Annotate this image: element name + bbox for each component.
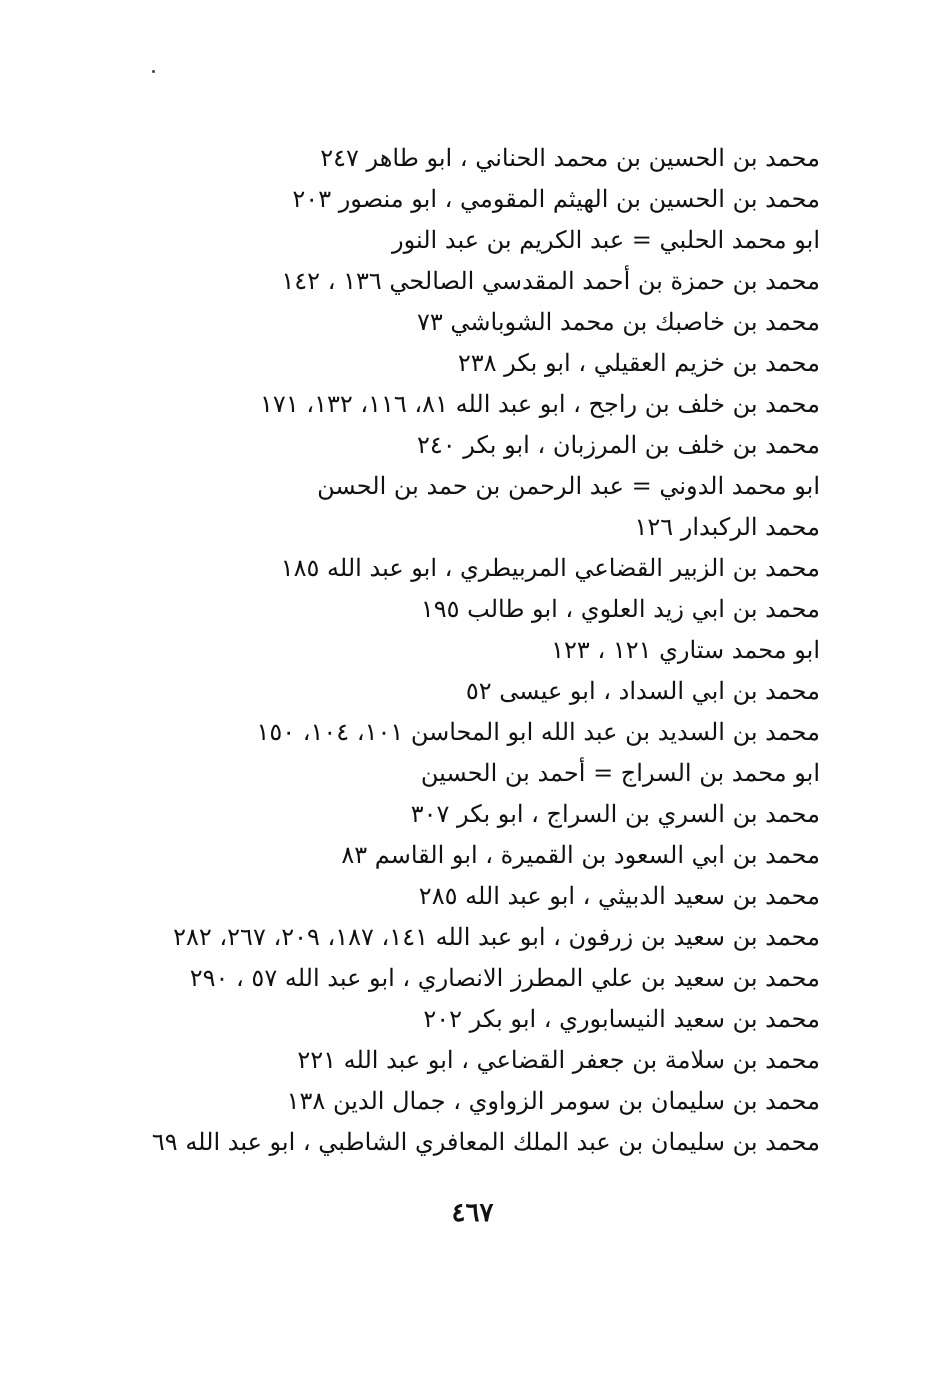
- index-entry: محمد الركبدار ١٢٦: [634, 513, 820, 541]
- index-entry-list: [150, 138, 820, 1163]
- index-entry: محمد بن السديد بن عبد الله ابو المحاسن ١٠١، ١٠٤، ١٥٠: [256, 718, 820, 746]
- index-entry: ابو محمد ستاري ١٢١ ، ١٢٣: [551, 636, 820, 664]
- index-entry: محمد بن سعيد النيسابوري ، ابو بكر ٢٠٢: [423, 1005, 820, 1033]
- index-entry: محمد بن ابي السعود بن القميرة ، ابو القاسم ٨٣: [341, 841, 820, 869]
- index-entry: محمد بن خاصبك بن محمد الشوباشي ٧٣: [417, 308, 820, 336]
- index-entry: ابو محمد الحلبي = عبد الكريم بن عبد النور: [392, 226, 820, 254]
- index-entry: محمد بن سليمان بن عبد الملك المعافري الشاطبي ، ابو عبد الله ٦٩: [151, 1128, 820, 1156]
- index-entry: محمد بن خلف بن المرزبان ، ابو بكر ٢٤٠: [416, 431, 820, 459]
- index-entry: محمد بن السري بن السراج ، ابو بكر ٣٠٧: [410, 800, 820, 828]
- index-entry: محمد بن خزيم العقيلي ، ابو بكر ٢٣٨: [457, 349, 820, 377]
- index-entry: محمد بن سليمان بن سومر الزواوي ، جمال الدين ١٣٨: [286, 1087, 820, 1115]
- index-entry: محمد بن الزبير القضاعي المربيطري ، ابو عبد الله ١٨٥: [280, 554, 820, 582]
- ink-speck: [152, 70, 155, 73]
- index-entry: محمد بن الحسين بن محمد الحناني ، ابو طاهر ٢٤٧: [320, 144, 820, 172]
- index-entry: محمد بن خلف بن راجح ، ابو عبد الله ٨١، ١١٦، ١٣٢، ١٧١: [260, 390, 820, 418]
- index-entry: ابو محمد بن السراج = أحمد بن الحسين: [420, 759, 820, 787]
- index-entry: محمد بن ابي السداد ، ابو عيسى ٥٢: [465, 677, 820, 705]
- index-entry: محمد بن حمزة بن أحمد المقدسي الصالحي ١٣٦ ، ١٤٢: [281, 267, 820, 295]
- index-entry: محمد بن الحسين بن الهيثم المقومي ، ابو منصور ٢٠٣: [292, 185, 820, 213]
- index-entry: محمد بن ابي زيد العلوي ، ابو طالب ١٩٥: [420, 595, 820, 623]
- index-entry: محمد بن سعيد الدبيثي ، ابو عبد الله ٢٨٥: [418, 882, 820, 910]
- index-entry: ابو محمد الدوني = عبد الرحمن بن حمد بن الحسن: [317, 472, 820, 500]
- index-entry: محمد بن سعيد بن علي المطرز الانصاري ، ابو عبد الله ٥٧ ، ٢٩٠: [189, 964, 820, 992]
- index-entry: محمد بن سعيد بن زرفون ، ابو عبد الله ١٤١، ١٨٧، ٢٠٩، ٢٦٧، ٢٨٢: [173, 923, 820, 951]
- page-number: ٤٦٧: [451, 1198, 494, 1228]
- index-entry: محمد بن سلامة بن جعفر القضاعي ، ابو عبد الله ٢٢١: [297, 1046, 820, 1074]
